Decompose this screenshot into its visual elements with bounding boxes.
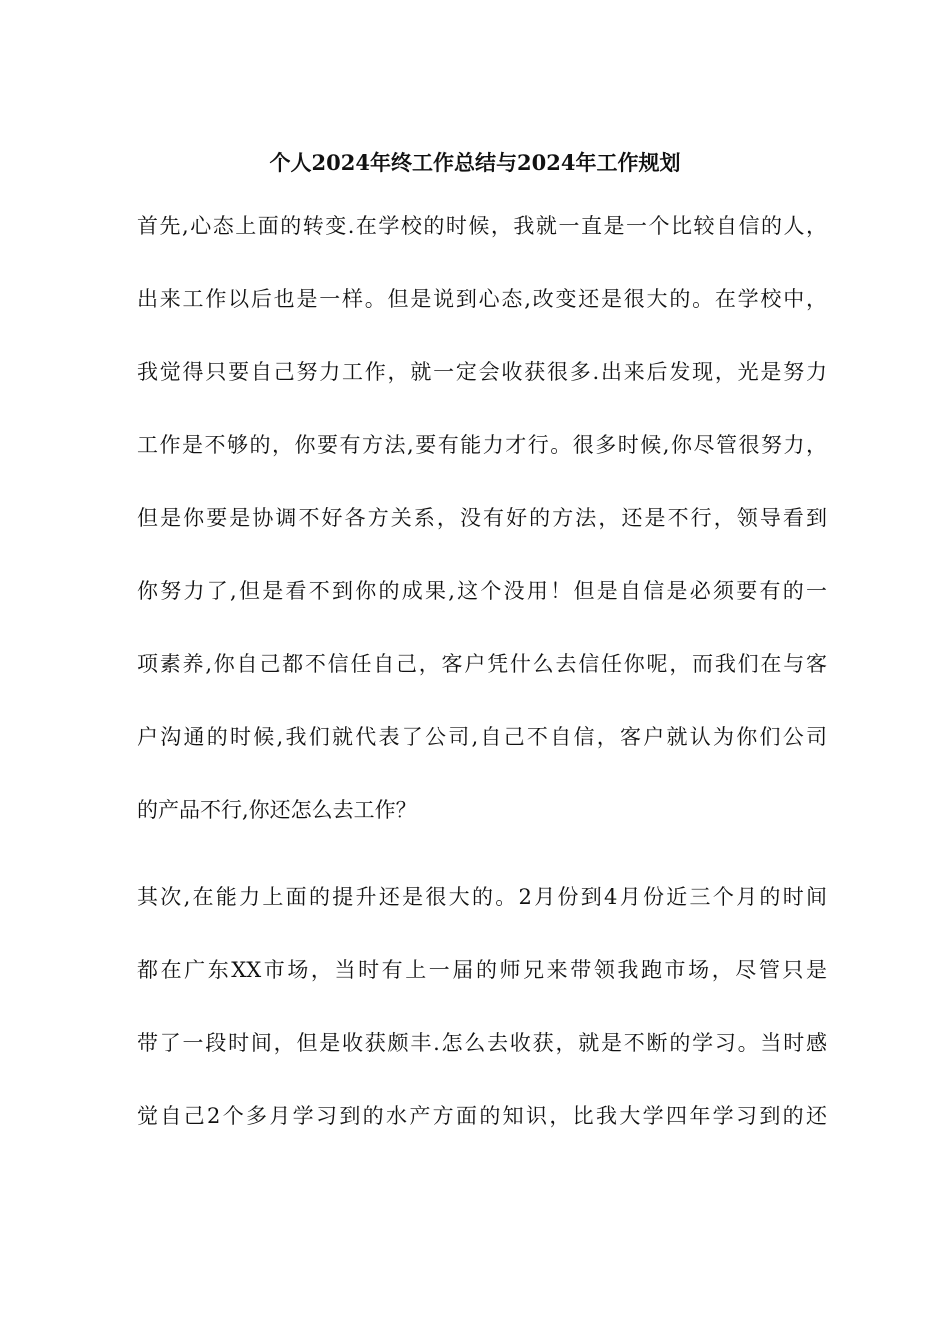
paragraph-line: 觉自己2个多月学习到的水产方面的知识，比我大学四年学习到的还 [137,1104,827,1128]
document-title: 个人2024年终工作总结与2024年工作规划 [269,150,681,175]
paragraph-1 [137,208,827,829]
paragraph-line: 首先,心态上面的转变.在学校的时候，我就一直是一个比较自信的人， [137,214,827,238]
paragraph-line: 户沟通的时候,我们就代表了公司,自己不自信，客户就认为你们公司 [137,725,827,749]
paragraph-line: 的产品不行,你还怎么去工作？ [137,798,417,822]
paragraph-line: 工作是不够的，你要有方法,要有能力才行。很多时候,你尽管很努力， [137,433,827,457]
paragraph-line: 但是你要是协调不好各方关系，没有好的方法，还是不行，领导看到 [137,506,827,530]
paragraph-line: 出来工作以后也是一样。但是说到心态,改变还是很大的。在学校中， [137,287,827,311]
paragraph-2 [137,879,827,1135]
paragraph-line: 其次,在能力上面的提升还是很大的。2月份到4月份近三个月的时间 [137,885,827,909]
paragraph-line: 我觉得只要自己努力工作，就一定会收获很多.出来后发现，光是努力 [137,360,827,384]
paragraph-line: 带了一段时间，但是收获颇丰.怎么去收获，就是不断的学习。当时感 [137,1031,827,1055]
paragraph-line: 项素养,你自己都不信任自己，客户凭什么去信任你呢，而我们在与客 [137,652,827,676]
paragraph-line: 你努力了,但是看不到你的成果,这个没用！但是自信是必须要有的一 [137,579,827,603]
paragraph-line: 都在广东XX市场，当时有上一届的师兄来带领我跑市场，尽管只是 [137,958,827,982]
